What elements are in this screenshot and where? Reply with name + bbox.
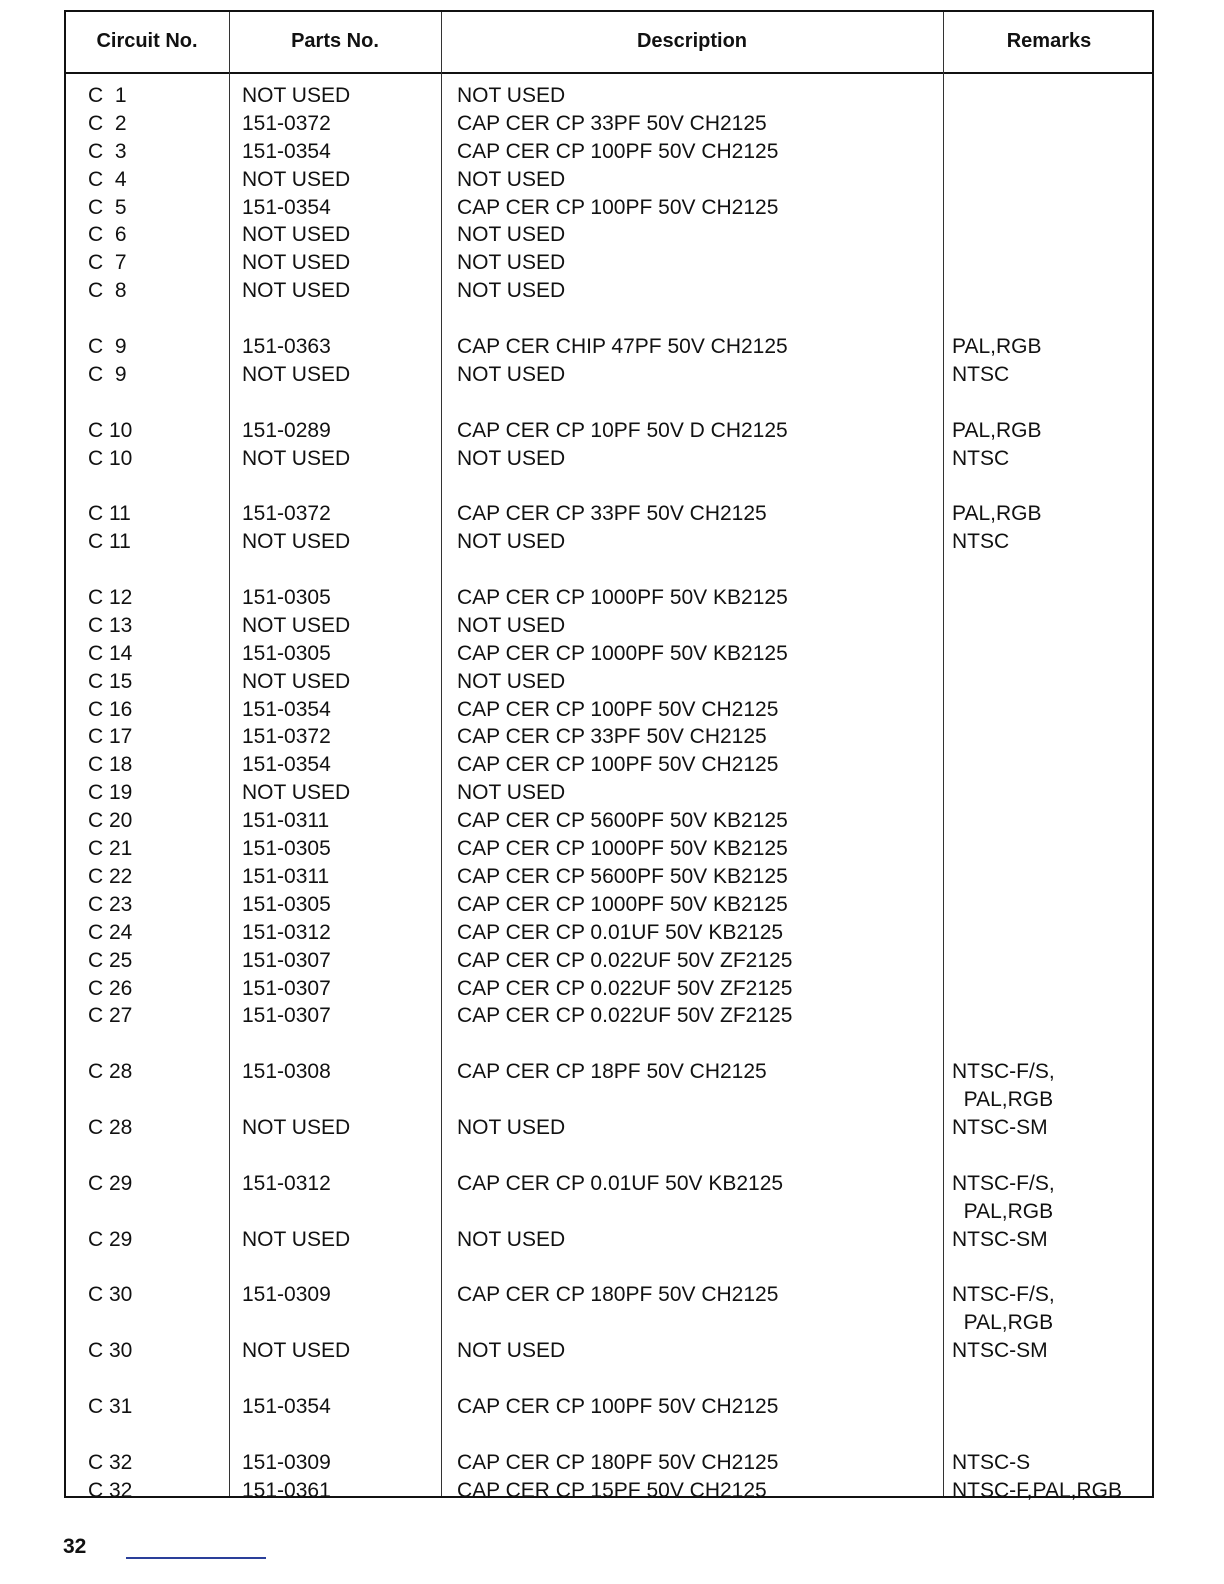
table-row [66,277,1152,305]
remarks-cell: PAL,RGB [952,335,1042,359]
circuit-no-cell: C 11 [88,502,131,526]
table-row [66,361,1152,389]
table-row [66,863,1152,891]
parts-no-cell: NOT USED [242,1115,351,1139]
parts-no-cell: 151-0372 [242,725,331,749]
circuit-no-cell: C 12 [88,586,133,610]
circuit-no-cell: C 9 [88,362,127,386]
parts-no-cell: 151-0372 [242,502,331,526]
parts-no-cell: 151-0309 [242,1283,331,1307]
table-row [66,807,1152,835]
parts-no-cell: NOT USED [242,1227,351,1251]
table-row [66,640,1152,668]
table-row [66,500,1152,528]
description-cell: CAP CER CP 0.01UF 50V KB2125 [457,920,784,944]
table-row [66,166,1152,194]
table-row [66,1170,1152,1198]
circuit-no-cell: C 28 [88,1060,133,1084]
circuit-no-cell: C 28 [88,1115,133,1139]
parts-table [64,10,1154,1502]
header-description: Description [636,30,748,52]
circuit-no-cell: C 10 [88,418,133,442]
circuit-no-cell: C 15 [88,669,133,693]
description-cell: NOT USED [457,781,566,805]
table-row [66,305,1152,333]
remarks-cell: NTSC [952,446,1010,470]
description-cell: NOT USED [457,279,566,303]
parts-no-cell: 151-0311 [242,809,330,833]
table-row [66,835,1152,863]
description-cell: NOT USED [457,1339,566,1363]
table-row [66,723,1152,751]
table-row [66,1002,1152,1030]
parts-no-cell: 151-0307 [242,948,331,972]
circuit-no-cell: C 8 [88,279,127,303]
table-row [66,1337,1152,1365]
description-cell: NOT USED [457,84,566,107]
table-row [66,1309,1152,1337]
description-cell: NOT USED [457,669,566,693]
remarks-cell: NTSC-F/S, [952,1060,1055,1084]
remarks-cell: PAL,RGB [952,1088,1054,1112]
remarks-cell: NTSC [952,530,1010,554]
description-cell: CAP CER CP 15PF 50V CH2125 [457,1478,767,1502]
parts-no-cell: 151-0354 [242,753,331,777]
parts-no-cell: 151-0305 [242,837,331,861]
remarks-cell: PAL,RGB [952,502,1042,526]
circuit-no-cell: C 32 [88,1478,133,1502]
table-row [66,919,1152,947]
table-row [66,584,1152,612]
table-row [66,1477,1152,1505]
circuit-no-cell: C 3 [88,139,127,163]
remarks-cell: NTSC-SM [952,1227,1048,1251]
table-row [66,1142,1152,1170]
description-cell: NOT USED [457,251,566,275]
description-cell: CAP CER CP 1000PF 50V KB2125 [457,837,788,861]
circuit-no-cell: C 4 [88,167,127,191]
description-cell: CAP CER CP 33PF 50V CH2125 [457,111,767,135]
parts-no-cell: NOT USED [242,1339,351,1363]
header-parts-no: Parts No. [291,30,379,52]
remarks-cell: PAL,RGB [952,1311,1054,1335]
table-row [66,779,1152,807]
parts-no-cell: NOT USED [242,613,351,637]
table-row [66,975,1152,1003]
parts-no-cell: 151-0312 [242,920,331,944]
circuit-no-cell: C 1 [88,84,127,107]
circuit-no-cell: C 16 [88,697,133,721]
footer-rule [126,1557,266,1559]
table-row [66,1114,1152,1142]
description-cell: CAP CER CP 100PF 50V CH2125 [457,1394,779,1418]
table-row [66,1058,1152,1086]
remarks-cell: NTSC-F,PAL,RGB [952,1478,1122,1502]
parts-no-cell: 151-0305 [242,641,331,665]
parts-no-cell: 151-0307 [242,976,331,1000]
parts-no-cell: 151-0309 [242,1450,331,1474]
circuit-no-cell: C 17 [88,725,133,749]
description-cell: CAP CER CP 100PF 50V CH2125 [457,697,779,721]
circuit-no-cell: C 32 [88,1450,133,1474]
parts-no-cell: 151-0311 [242,864,330,888]
circuit-no-cell: C 21 [88,837,133,861]
description-cell: CAP CER CP 180PF 50V CH2125 [457,1283,779,1307]
parts-no-cell: 151-0354 [242,697,331,721]
table-row [66,110,1152,138]
table-row [66,612,1152,640]
description-cell: CAP CER CP 0.01UF 50V KB2125 [457,1171,784,1195]
circuit-no-cell: C 22 [88,864,133,888]
circuit-no-cell: C 13 [88,613,133,637]
table-row [66,1421,1152,1449]
table-row [66,1198,1152,1226]
description-cell: CAP CER CP 33PF 50V CH2125 [457,725,767,749]
table-row [66,1365,1152,1393]
table-row [66,556,1152,584]
remarks-cell: NTSC-SM [952,1115,1048,1139]
page-number: 32 [63,1535,87,1558]
description-cell: NOT USED [457,1115,566,1139]
description-cell: CAP CER CP 5600PF 50V KB2125 [457,864,788,888]
remarks-cell: NTSC-F/S, [952,1283,1055,1307]
description-cell: CAP CER CP 0.022UF 50V ZF2125 [457,1004,793,1028]
table-row [66,1253,1152,1281]
remarks-cell: NTSC-F/S, [952,1171,1055,1195]
description-cell: CAP CER CP 1000PF 50V KB2125 [457,586,788,610]
table-row [66,1281,1152,1309]
parts-no-cell: NOT USED [242,446,351,470]
table-row [66,138,1152,166]
remarks-cell: NTSC-S [952,1450,1031,1474]
parts-no-cell: NOT USED [242,530,351,554]
circuit-no-cell: C 11 [88,530,131,554]
description-cell: CAP CER CP 100PF 50V CH2125 [457,195,779,219]
circuit-no-cell: C 31 [88,1394,133,1418]
circuit-no-cell: C 26 [88,976,133,1000]
parts-no-cell: 151-0354 [242,195,331,219]
parts-no-cell: 151-0305 [242,586,331,610]
parts-no-cell: 151-0289 [242,418,331,442]
parts-no-cell: NOT USED [242,251,351,275]
circuit-no-cell: C 14 [88,641,133,665]
parts-no-cell: 151-0308 [242,1060,331,1084]
remarks-cell: NTSC-SM [952,1339,1048,1363]
circuit-no-cell: C 9 [88,335,127,359]
circuit-no-cell: C 19 [88,781,133,805]
description-cell: CAP CER CP 0.022UF 50V ZF2125 [457,948,793,972]
parts-no-cell: NOT USED [242,84,351,107]
description-cell: NOT USED [457,1227,566,1251]
circuit-no-cell: C 18 [88,753,133,777]
parts-no-cell: 151-0361 [242,1478,331,1502]
remarks-cell: PAL,RGB [952,1199,1054,1223]
table-row [66,82,1152,110]
table-row [66,333,1152,361]
circuit-no-cell: C 10 [88,446,133,470]
table-row [66,221,1152,249]
circuit-no-cell: C 7 [88,251,127,275]
table-row [66,696,1152,724]
header-remarks: Remarks [1006,30,1092,52]
circuit-no-cell: C 27 [88,1004,133,1028]
circuit-no-cell: C 29 [88,1171,133,1195]
table-row [66,389,1152,417]
table-row [66,668,1152,696]
description-cell: NOT USED [457,362,566,386]
circuit-no-cell: C 20 [88,809,133,833]
circuit-no-cell: C 5 [88,195,127,219]
description-cell: NOT USED [457,167,566,191]
table-row [66,194,1152,222]
parts-no-cell: NOT USED [242,167,351,191]
circuit-no-cell: C 23 [88,892,133,916]
parts-no-cell: NOT USED [242,362,351,386]
parts-no-cell: NOT USED [242,669,351,693]
parts-no-cell: 151-0354 [242,139,331,163]
table-row [66,249,1152,277]
parts-no-cell: 151-0305 [242,892,331,916]
parts-no-cell: 151-0307 [242,1004,331,1028]
description-cell: CAP CER CP 1000PF 50V KB2125 [457,892,788,916]
description-cell: CAP CER CP 100PF 50V CH2125 [457,139,779,163]
table-row [66,1393,1152,1421]
circuit-no-cell: C 2 [88,111,127,135]
header-circuit-no: Circuit No. [96,30,198,52]
remarks-cell: PAL,RGB [952,418,1042,442]
table-row [66,1086,1152,1114]
parts-no-cell: NOT USED [242,279,351,303]
table-row [66,528,1152,556]
table-row [66,891,1152,919]
table-row [66,417,1152,445]
circuit-no-cell: C 24 [88,920,133,944]
table-row [66,1226,1152,1254]
circuit-no-cell: C 30 [88,1283,133,1307]
circuit-no-cell: C 29 [88,1227,133,1251]
table-row [66,751,1152,779]
table-body [66,82,1152,1504]
circuit-no-cell: C 30 [88,1339,133,1363]
table-row [66,472,1152,500]
description-cell: NOT USED [457,446,566,470]
table-row [66,1449,1152,1477]
description-cell: NOT USED [457,530,566,554]
table-row [66,445,1152,473]
remarks-cell: NTSC [952,362,1010,386]
description-cell: CAP CER CP 1000PF 50V KB2125 [457,641,788,665]
circuit-no-cell: C 25 [88,948,133,972]
description-cell: CAP CER CP 100PF 50V CH2125 [457,753,779,777]
description-cell: CAP CER CP 5600PF 50V KB2125 [457,809,788,833]
description-cell: CAP CER CP 33PF 50V CH2125 [457,502,767,526]
description-cell: CAP CER CP 10PF 50V D CH2125 [457,418,788,442]
description-cell: CAP CER CHIP 47PF 50V CH2125 [457,335,788,359]
parts-no-cell: 151-0312 [242,1171,331,1195]
parts-no-cell: 151-0372 [242,111,331,135]
table-row [66,947,1152,975]
description-cell: CAP CER CP 0.022UF 50V ZF2125 [457,976,793,1000]
parts-no-cell: NOT USED [242,223,351,247]
description-cell: CAP CER CP 18PF 50V CH2125 [457,1060,767,1084]
parts-no-cell: 151-0363 [242,335,331,359]
circuit-no-cell: C 6 [88,223,127,247]
parts-no-cell: NOT USED [242,781,351,805]
parts-no-cell: 151-0354 [242,1394,331,1418]
table-row [66,1030,1152,1058]
description-cell: NOT USED [457,223,566,247]
description-cell: NOT USED [457,613,566,637]
description-cell: CAP CER CP 180PF 50V CH2125 [457,1450,779,1474]
